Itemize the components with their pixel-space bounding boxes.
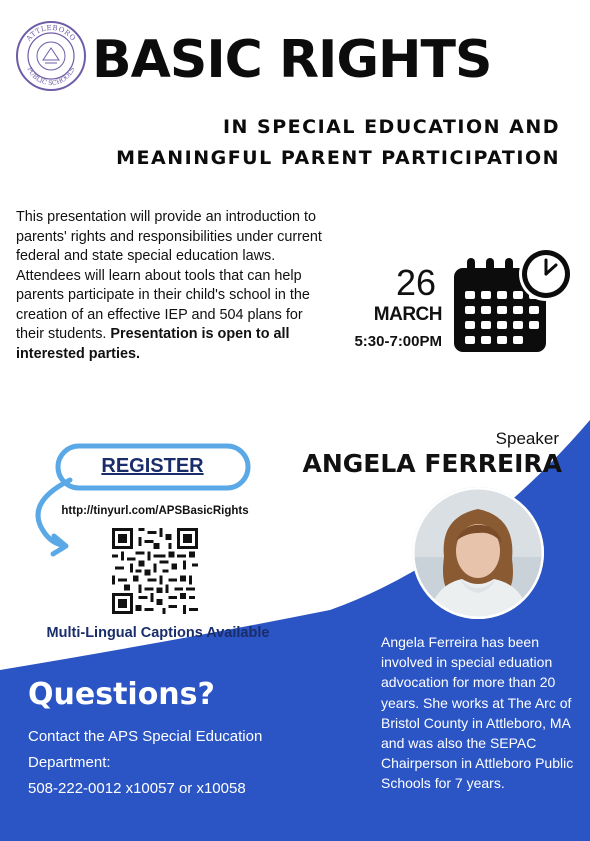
contact-line-1: Contact the APS Special Education — [28, 728, 263, 745]
contact-phone: 508-222-0012 x10057 or x10058 — [28, 780, 246, 797]
qr-code-icon[interactable] — [112, 528, 198, 614]
page-title: BASIC RIGHTS — [92, 30, 492, 90]
subtitle-line-1: IN SPECIAL EDUCATION AND — [222, 116, 560, 138]
contact-line-2: Department: — [28, 754, 111, 771]
description-bold: Presentation is open to all interested parties. — [16, 326, 290, 362]
seal-text-top: ATTLEBORO — [24, 23, 78, 43]
register-url[interactable]: http://tinyurl.com/APSBasicRights — [61, 505, 249, 517]
seal-text-bottom: PUBLIC SCHOOLS — [25, 66, 77, 88]
speaker-photo — [412, 487, 544, 619]
speaker-name: ANGELA FERREIRA — [302, 449, 562, 478]
event-month: MARCH — [373, 304, 442, 325]
subtitle-line-2: MEANINGFUL PARENT PARTICIPATION — [116, 147, 560, 169]
register-link[interactable]: REGISTER — [101, 455, 204, 477]
speaker-label: Speaker — [495, 429, 559, 448]
speaker-bio: Angela Ferreira has been involved in special eduation advocation for more than 20 years. She works at The Arc of Bristol County in Attleboro, MA and was also the SEPAC Chairperson in Attleboro Public Schools for 7 years. — [381, 634, 574, 792]
event-time: 5:30-7:00PM — [354, 333, 442, 350]
event-day: 26 — [395, 262, 437, 303]
captions-note: Multi-Lingual Captions Available — [46, 625, 270, 641]
description-text: This presentation will provide an introduction to parents' rights and responsibilities under current federal and state special education laws. Attendees will learn about tools that can help parents participate in their child's school in the creation of an effective IEP and 504 plans for their students. — [16, 209, 322, 342]
contact-info — [28, 724, 328, 802]
questions-heading: Questions? — [28, 677, 215, 712]
